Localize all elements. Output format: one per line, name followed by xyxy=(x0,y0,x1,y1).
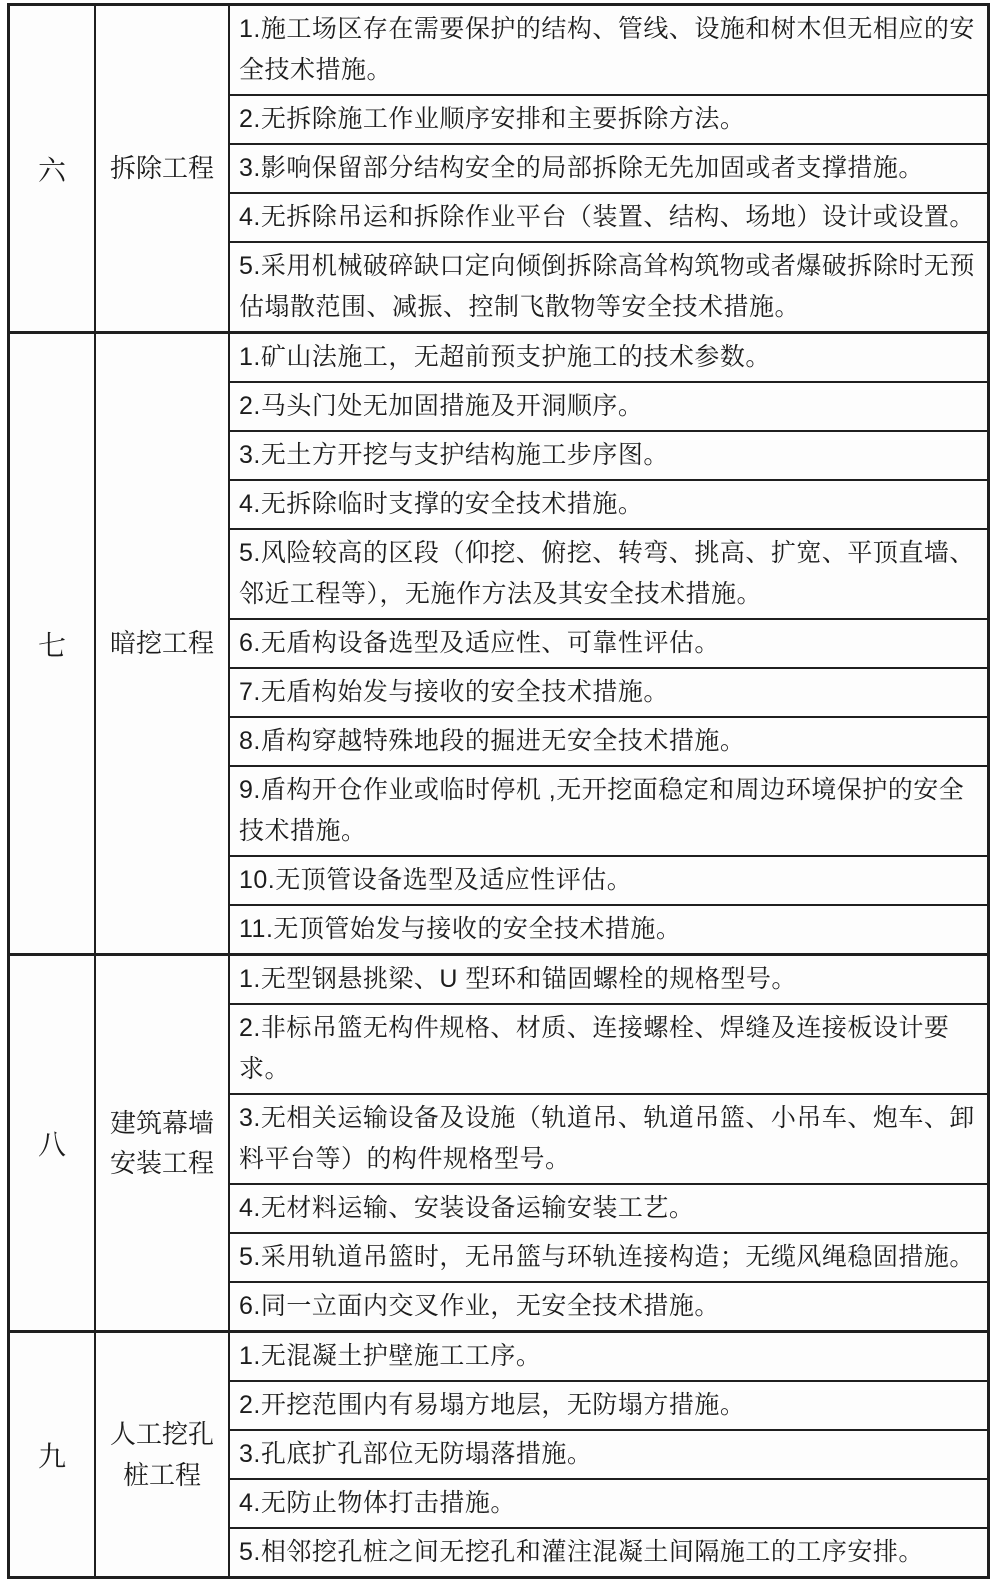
checklist-item: 1.无型钢悬挑梁、U 型环和锚固螺栓的规格型号。 xyxy=(239,965,797,993)
checklist-item: 6.无盾构设备选型及适应性、可靠性评估。 xyxy=(230,618,987,667)
checklist-item: 3.无相关运输设备及设施（轨道吊、轨道吊篮、小吊车、炮车、卸料平台等）的构件规格型号。 xyxy=(230,1093,987,1183)
items-column xyxy=(230,956,987,1330)
checklist-item: 3.孔底扩孔部位无防塌落措施。 xyxy=(230,1429,987,1478)
row-category-cell: 暗挖工程 xyxy=(96,334,230,953)
checklist-item: 8.盾构穿越特殊地段的掘进无安全技术措施。 xyxy=(230,716,987,765)
checklist-item: 1.无混凝土护壁施工工序。 xyxy=(239,1342,542,1370)
checklist-item: 5.采用机械破碎缺口定向倾倒拆除高耸构筑物或者爆破拆除时无预估塌散范围、减振、控制飞散物等安全技术措施。 xyxy=(230,241,987,331)
row-number-cell: 七 xyxy=(10,334,96,953)
items-column xyxy=(230,334,987,953)
checklist-item: 4.无拆除吊运和拆除作业平台（装置、结构、场地）设计或设置。 xyxy=(230,192,987,241)
row-number-cell: 八 xyxy=(10,956,96,1330)
row-number-cell: 六 xyxy=(10,6,96,331)
checklist-item: 10.无顶管设备选型及适应性评估。 xyxy=(230,855,987,904)
row-number-cell: 九 xyxy=(10,1333,96,1576)
safety-checklist-table xyxy=(7,3,990,1579)
checklist-item: 2.无拆除施工作业顺序安排和主要拆除方法。 xyxy=(230,94,987,143)
checklist-item: 5.风险较高的区段（仰挖、俯挖、转弯、挑高、扩宽、平顶直墙、邻近工程等），无施作方法及其安全技术措施。 xyxy=(230,528,987,618)
checklist-item: 2.马头门处无加固措施及开洞顺序。 xyxy=(230,381,987,430)
items-column xyxy=(230,1333,987,1576)
checklist-item: 1.矿山法施工，无超前预支护施工的技术参数。 xyxy=(239,343,771,371)
checklist-item: 1.施工场区存在需要保护的结构、管线、设施和树木但无相应的安全技术措施。 xyxy=(239,15,975,84)
row-category-cell: 人工挖孔桩工程 xyxy=(96,1333,230,1576)
section-row-6 xyxy=(10,6,987,331)
checklist-item: 11.无顶管始发与接收的安全技术措施。 xyxy=(230,904,987,953)
section-row-9 xyxy=(10,1330,987,1576)
row-category-cell: 拆除工程 xyxy=(96,6,230,331)
checklist-item: 2.开挖范围内有易塌方地层，无防塌方措施。 xyxy=(230,1380,987,1429)
checklist-item: 2.非标吊篮无构件规格、材质、连接螺栓、焊缝及连接板设计要求。 xyxy=(230,1003,987,1093)
row-category-cell: 建筑幕墙安装工程 xyxy=(96,956,230,1330)
checklist-item: 6.同一立面内交叉作业，无安全技术措施。 xyxy=(230,1281,987,1330)
items-column xyxy=(230,6,987,331)
checklist-item: 5.采用轨道吊篮时，无吊篮与环轨连接构造；无缆风绳稳固措施。 xyxy=(230,1232,987,1281)
checklist-item: 7.无盾构始发与接收的安全技术措施。 xyxy=(230,667,987,716)
checklist-item: 4.无防止物体打击措施。 xyxy=(230,1478,987,1527)
section-row-8 xyxy=(10,953,987,1330)
section-row-7 xyxy=(10,331,987,953)
checklist-item: 4.无材料运输、安装设备运输安装工艺。 xyxy=(230,1183,987,1232)
checklist-item: 3.无土方开挖与支护结构施工步序图。 xyxy=(230,430,987,479)
checklist-item: 3.影响保留部分结构安全的局部拆除无先加固或者支撑措施。 xyxy=(230,143,987,192)
checklist-item: 4.无拆除临时支撑的安全技术措施。 xyxy=(230,479,987,528)
checklist-item: 9.盾构开仓作业或临时停机 ,无开挖面稳定和周边环境保护的安全技术措施。 xyxy=(230,765,987,855)
checklist-item: 5.相邻挖孔桩之间无挖孔和灌注混凝土间隔施工的工序安排。 xyxy=(230,1527,987,1576)
